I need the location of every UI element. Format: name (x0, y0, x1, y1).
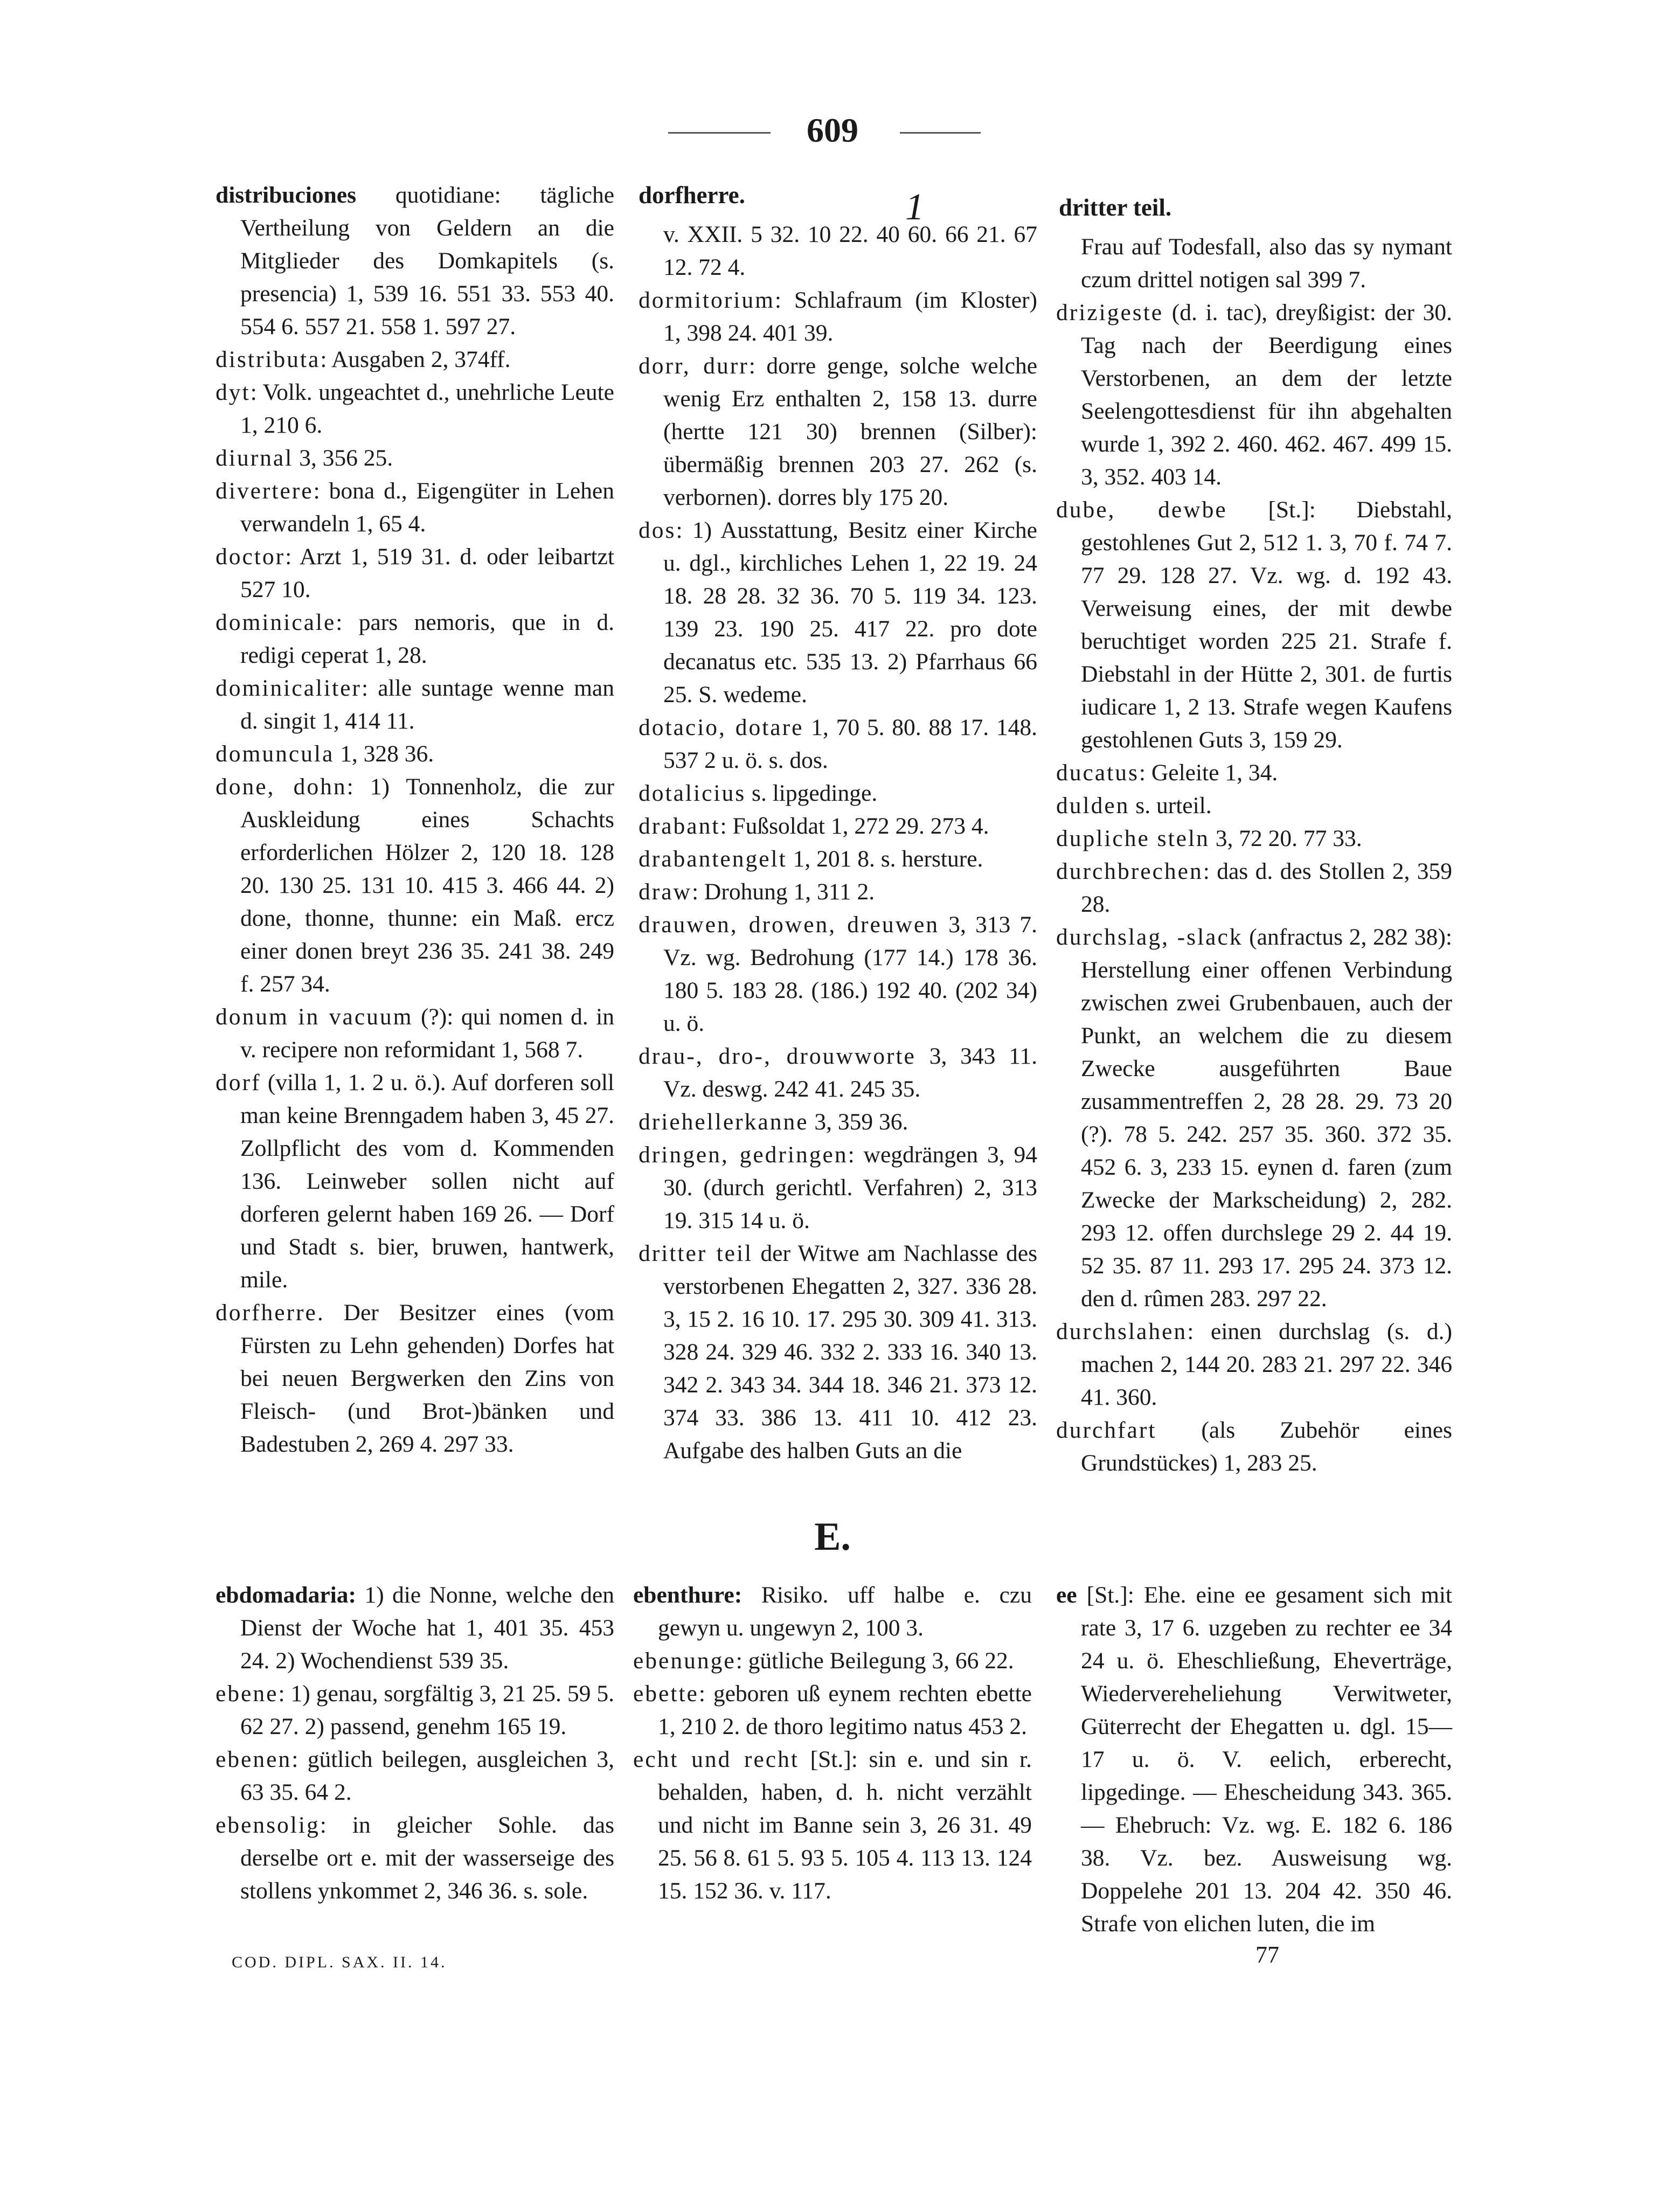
column-4 (216, 1579, 614, 1908)
dictionary-entry (639, 514, 1037, 711)
dictionary-entry (216, 738, 614, 771)
dictionary-entry (216, 1677, 614, 1743)
entry-text: : 1) genau, sorgfältig 3, 21 25. 59 5. 62 27. 2) passend, genehm 165 19. (240, 1681, 614, 1739)
entry-lemma: divertere (216, 478, 314, 504)
entry-text: : in gleicher Sohle. das derselbe ort e. mit der wasserseige des stollens ynkommet 2, 346 36. s. sole. (240, 1812, 614, 1904)
dictionary-entry (1056, 296, 1452, 494)
entry-lemma: ebenunge (633, 1648, 736, 1674)
dictionary-entry (216, 771, 614, 1001)
entry-lemma: ebenen (216, 1746, 292, 1772)
entry-text: [St.]: Diebstahl, gestohlenes Gut 2, 512 1. 3, 70 f. 74 7. 77 29. 128 27. Vz. wg. d. 192 43. Verweisung eines, der mit dewbe beruchtiget worden 225 21. Strafe f. Diebstahl in der Hütte 2, 301. de furtis iudicare 1, 2 13. Strafe wegen Kaufens gestohlenen Guts 3, 159 29. (1081, 497, 1452, 753)
dictionary-entry (639, 1139, 1037, 1237)
dictionary-entry (639, 777, 1037, 810)
entry-text: : bona d., Eigengüter in Lehen verwandeln 1, 65 4. (240, 478, 614, 537)
entry-lemma: drau-, dro-, drouwworte (639, 1043, 916, 1069)
entry-lemma: done, dohn (216, 774, 347, 800)
entry-lemma: dupliche steln (1056, 826, 1210, 851)
entry-text: : Ausgaben 2, 374ff. (320, 346, 511, 372)
entry-text: s. urteil. (1129, 793, 1212, 819)
entry-lemma: durchbrechen (1056, 858, 1203, 884)
dictionary-entry (216, 179, 614, 343)
entry-text: (anfractus 2, 282 38): Herstellung einer offenen Verbindung zwischen zwei Grubenbauen, auch der Punkt, an welchem die zu diesem Zwecke ausgeführten Baue zusammentreffen 2, 28 28. 29. 73 20 (?). 78 5. 242. 257 35. 360. 372 35. 452 6. 3, 233 15. eynen d. faren (zum Zwecke der Markscheidung) 2, 282. 293 12. offen durchslege 29 2. 44 19. 52 35. 87 11. 293 17. 295 24. 373 12. den d. rûmen 283. 297 22. (1081, 924, 1452, 1312)
entry-lemma: ebette (633, 1681, 699, 1707)
entry-text: 1, 201 8. s. hersture. (787, 846, 983, 872)
entry-lemma: distribuciones (216, 182, 357, 208)
dictionary-entry (216, 442, 614, 475)
entry-text: : Schlafraum (im Kloster) 1, 398 24. 401 39. (663, 287, 1037, 346)
entry-lemma: dritter teil (639, 1240, 753, 1266)
entry-text: : 1) Ausstattung, Besitz einer Kirche u. dgl., kirchliches Lehen 1, 22 19. 24 18. 28 28. 32 36. 70 5. 119 34. 123. 139 23. 190 25. 417 22. pro dote decanatus etc. 535 13. 2) Pfarrhaus 66 25. S. wedeme. (663, 517, 1037, 708)
entry-lemma: durchslahen (1056, 1319, 1188, 1344)
dictionary-entry (639, 350, 1037, 514)
entry-lemma: dorfherre (216, 1300, 317, 1326)
dictionary-entry (216, 1001, 614, 1066)
entry-text: (villa 1, 1. 2 u. ö.). Auf dorferen soll man keine Brenngadem haben 3, 45 27. Zollpflicht des vom d. Kommenden 136. Leinweber sollen nicht auf dorferen gelernt haben 169 26. — Dorf und Stadt s. bier, bruwen, hantwerk, mile. (240, 1070, 614, 1293)
entry-lemma: drabant (639, 813, 720, 839)
entry-lemma: dominicaliter (216, 675, 362, 701)
entry-text: (?): qui nomen d. in v. recipere non reformidant 1, 568 7. (240, 1004, 614, 1063)
entry-text: 1, 328 36. (334, 741, 434, 767)
entry-lemma: ebensolig (216, 1812, 320, 1838)
entry-text: 3, 343 11. Vz. deswg. 242 41. 245 35. (663, 1043, 1037, 1102)
entry-lemma: donum in vacuum (216, 1004, 413, 1030)
entry-lemma: driehellerkanne (639, 1109, 809, 1135)
dictionary-entry (633, 1645, 1032, 1677)
entry-text: 3, 356 25. (293, 445, 393, 471)
entry-lemma: drizigeste (1056, 300, 1164, 325)
dictionary-entry (1056, 789, 1452, 822)
dictionary-entry (639, 810, 1037, 843)
entry-lemma: dotalicius (639, 780, 746, 806)
entry-text: : gütlich beilegen, ausgleichen 3, 63 35. 64 2. (240, 1746, 614, 1805)
dictionary-entry (216, 1743, 614, 1809)
dictionary-entry (639, 1106, 1037, 1139)
entry-lemma: ebdomadaria: (216, 1582, 356, 1608)
dictionary-entry (639, 876, 1037, 909)
dictionary-entry (1056, 855, 1452, 921)
entry-text: : 1) Tonnenholz, die zur Auskleidung eines Schachts erforderlichen Hölzer 2, 120 18. 128 20. 130 25. 131 10. 415 3. 466 44. 2) done, thonne, thunne: ein Maß. ercz einer donen breyt 236 35. 241 38. 249 f. 257 34. (240, 774, 614, 997)
entry-lemma: dominicale (216, 609, 336, 635)
entry-lemma: dormitorium (639, 287, 775, 313)
entry-text: (als Zubehör eines Grundstückes) 1, 283 25. (1081, 1417, 1452, 1476)
entry-text: 3, 313 7. Vz. wg. Bedrohung (177 14.) 178 36. 180 5. 183 28. (186.) 192 40. (202 34) u. ö. (663, 912, 1037, 1036)
entry-text: 1) die Nonne, welche den Dienst der Woche hat 1, 401 35. 453 24. 2) Wochendienst 539 35. (240, 1582, 614, 1674)
entry-text: quotidiane: tägliche Vertheilung von Geldern an die Mitglieder des Domkapitels (s. presencia) 1, 539 16. 551 33. 553 40. 554 6. 557 21. 558 1. 597 27. (240, 182, 614, 339)
entry-text: : geboren uß eynem rechten ebette 1, 210 2. de thoro legitimo natus 453 2. (658, 1681, 1032, 1739)
dictionary-entry (216, 376, 614, 442)
entry-text: : Volk. ungeachtet d., unehrliche Leute 1, 210 6. (240, 379, 614, 438)
entry-lemma: echt und recht (633, 1746, 799, 1772)
entry-lemma: dotacio, dotare (639, 715, 804, 740)
entry-text: : Arzt 1, 519 31. d. oder leibartzt 527 10. (240, 544, 614, 602)
entry-text: [St.]: Ehe. eine ee gesament sich mit rate 3, 17 6. uzgeben zu rechter ee 34 24 u. ö. Eheschließung, Eheverträge, Wiedervereheliehung Verwitweter, Güterrecht der Ehegatten u. dgl. 15—17 u. ö. V. eelich, erberecht, lipgedinge. — Ehescheidung 343. 365. — Ehebruch: Vz. wg. E. 182 6. 186 38. Vz. bez. Ausweisung wg. Doppelehe 201 13. 204 42. 350 46. Strafe von elichen luten, die im (1077, 1582, 1452, 1937)
dictionary-entry (1056, 822, 1452, 855)
dictionary-entry (639, 284, 1037, 350)
entry-text: : dorre genge, solche welche wenig Erz enthalten 2, 158 13. durre (hertte 121 30) brennen (Silber): übermäßig brennen 203 27. 262 (s. verbornen). dorres bly 175 20. (663, 353, 1038, 510)
column-6 (1056, 1579, 1452, 1940)
dictionary-entry (639, 909, 1037, 1040)
dictionary-entry (1056, 1414, 1452, 1480)
dictionary-entry (216, 475, 614, 540)
entry-lemma: durchslag, -slack (1056, 924, 1243, 950)
entry-text: Risiko. uff halbe e. czu gewyn u. ungewyn 2, 100 3. (658, 1582, 1032, 1641)
dictionary-entry (216, 343, 614, 376)
dictionary-entry (216, 1066, 614, 1296)
dictionary-entry (633, 1743, 1032, 1908)
entry-lemma: ducatus (1056, 760, 1139, 786)
entry-lemma: ebene (216, 1681, 279, 1707)
column-2 (639, 179, 1037, 1467)
entry-text: 3, 359 36. (808, 1109, 908, 1135)
column-3 (1056, 191, 1452, 1480)
entry-lemma: ebenthure: (633, 1582, 743, 1608)
dictionary-entry (1056, 921, 1452, 1315)
entry-lemma: dorf (216, 1070, 261, 1095)
page-number: 609 (807, 111, 858, 149)
entry-lemma: domuncula (216, 741, 335, 767)
entry-text: : alle suntage wenne man d. singit 1, 414 11. (240, 675, 614, 734)
dictionary-entry (1056, 231, 1452, 296)
entry-text: v. XXII. 5 32. 10 22. 40 60. 66 21. 67 12. 72 4. (663, 221, 1037, 280)
entry-lemma: doctor (216, 544, 286, 570)
entry-text: der Witwe am Nachlasse des verstorbenen Ehegatten 2, 327. 336 28. 3, 15 2. 16 10. 17. 295 30. 309 41. 313. 328 24. 329 46. 332 2. 333 16. 340 13. 342 2. 343 34. 344 18. 346 21. 373 12. 374 33. 386 13. 411 10. 412 23. Aufgabe des halben Guts an die (663, 1240, 1037, 1464)
entry-lemma: dube, dewbe (1056, 497, 1227, 523)
entry-text: 1, 70 5. 80. 88 17. 148. 537 2 u. ö. s. dos. (663, 715, 1037, 773)
column-1 (216, 179, 614, 1461)
entry-lemma: dos (639, 517, 676, 543)
entry-lemma: dringen, gedringen (639, 1142, 848, 1168)
entry-text: : das d. des Stollen 2, 359 28. (1081, 858, 1452, 917)
dictionary-entry (216, 606, 614, 672)
handwritten-mark: 1 (905, 186, 924, 228)
entry-text: [St.]: sin e. und sin r. behalden, haben, d. h. nicht verzählt und nicht im Banne sein 3, 26 31. 49 25. 56 8. 61 5. 93 5. 105 4. 113 13. 124 15. 152 36. v. 117. (658, 1746, 1032, 1904)
entry-text: : wegdrängen 3, 94 30. (durch gerichtl. Verfahren) 2, 313 19. 315 14 u. ö. (663, 1142, 1037, 1233)
entry-lemma: drabantengelt (639, 846, 787, 872)
entry-lemma: drauwen, drowen, dreuwen (639, 912, 940, 938)
entry-text: s. lipgedinge. (746, 780, 878, 806)
dictionary-entry (216, 1579, 614, 1677)
entry-lemma: dorr, durr (639, 353, 749, 379)
entry-text: : Fußsoldat 1, 272 29. 273 4. (720, 813, 989, 839)
dictionary-entry (639, 1040, 1037, 1106)
dictionary-entry (639, 711, 1037, 777)
header-rule-right (900, 132, 981, 134)
dictionary-entry (633, 1677, 1032, 1743)
dictionary-entry (633, 1579, 1032, 1645)
column-5 (633, 1579, 1032, 1908)
entry-text: : einen durchslag (s. d.) machen 2, 144 20. 283 21. 297 22. 346 41. 360. (1081, 1319, 1452, 1410)
entry-lemma: durchfart (1056, 1417, 1157, 1443)
dictionary-entry (639, 843, 1037, 876)
entry-text: : Geleite 1, 34. (1139, 760, 1278, 786)
dictionary-entry (216, 672, 614, 738)
entry-text: Frau auf Todesfall, also das sy nymant czum drittel notigen sal 399 7. (1081, 234, 1452, 293)
dictionary-entry (639, 218, 1037, 284)
dictionary-entry (216, 540, 614, 606)
entry-text: (d. i. tac), dreyßigist: der 30. Tag nach der Beerdigung eines Verstorbenen, an dem der letzte Seelengottesdienst für ihn abgehalten wurde 1, 392 2. 460. 462. 467. 499 15. 3, 352. 403 14. (1081, 300, 1452, 490)
dictionary-entry (1056, 1315, 1452, 1414)
entry-text: : pars nemoris, que in d. redigi ceperat 1, 28. (240, 609, 614, 668)
running-head-dritter-teil: dritter teil. (1059, 194, 1172, 221)
entry-text: . Der Besitzer eines (vom Fürsten zu Lehn gehenden) Dorfes hat bei neuen Bergwerken den Zins von Fleisch- (und Brot-)bänken und Badestuben 2, 269 4. 297 33. (240, 1300, 614, 1457)
entry-lemma: dyt (216, 379, 251, 405)
entry-text: : gütliche Beilegung 3, 66 22. (736, 1648, 1014, 1674)
entry-lemma: draw (639, 879, 692, 905)
running-head-dorfherre: dorfherre. (639, 182, 745, 209)
dictionary-entry (216, 1809, 614, 1908)
entry-lemma: diurnal (216, 445, 294, 471)
footer-signature: COD. DIPL. SAX. II. 14. (232, 1953, 447, 1971)
entry-lemma: distributa (216, 346, 321, 372)
dictionary-entry (1056, 757, 1452, 789)
dictionary-entry (1056, 494, 1452, 757)
dictionary-entry (216, 1296, 614, 1461)
entry-text: : Drohung 1, 311 2. (691, 879, 875, 905)
dictionary-entry (639, 1237, 1037, 1467)
entry-lemma: dulden (1056, 793, 1130, 819)
section-heading-e: E. (814, 1515, 851, 1559)
entry-text: 3, 72 20. 77 33. (1209, 826, 1362, 851)
footer-page-number: 77 (1255, 1941, 1279, 1968)
dictionary-entry (1056, 1579, 1452, 1940)
entry-lemma: ee (1056, 1582, 1077, 1608)
